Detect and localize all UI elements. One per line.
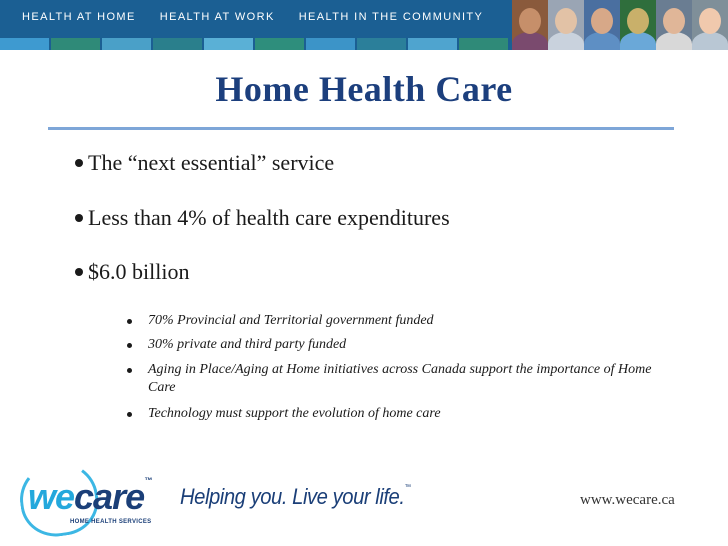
bullet-dot-icon (75, 268, 83, 276)
bullet-dot-icon (75, 214, 83, 222)
banner-stripe (102, 38, 151, 50)
tagline (180, 484, 410, 510)
logo-care: care (74, 476, 145, 517)
tagline-text: Helping you. Live your life. (180, 484, 405, 509)
banner-stripe (153, 38, 202, 50)
wecare-logo (20, 462, 160, 532)
nav-health-in-community: HEALTH IN THE COMMUNITY (298, 11, 484, 23)
logo-subtitle: HOME HEALTH SERVICES (70, 519, 152, 525)
sub-bullet-dot-icon (127, 412, 132, 417)
sub-bullet-dot-icon (127, 368, 132, 373)
banner-stripe (51, 38, 100, 50)
sub-bullet-item (148, 336, 668, 354)
banner-stripe (408, 38, 457, 50)
sub-bullet-text: Aging in Place/Aging at Home initiatives across Canada support the importance of Home Care (148, 362, 652, 395)
banner-stripe (357, 38, 406, 50)
elderly-woman-photo (548, 0, 584, 50)
caregiver-photo (656, 0, 692, 50)
title-divider (48, 127, 674, 130)
bullet-text: The “next essential” service (88, 150, 335, 175)
sub-bullet-text: 30% private and third party funded (148, 337, 347, 352)
banner-stripe (255, 38, 304, 50)
sub-bullet-dot-icon (127, 319, 132, 324)
bullet-dot-icon (75, 159, 83, 167)
elderly-man-photo (692, 0, 728, 50)
sub-bullet-text: 70% Provincial and Territorial government funded (148, 313, 434, 328)
sub-bullet-dot-icon (127, 343, 132, 348)
logo-we: we (28, 476, 75, 517)
tagline-trademark: ™ (404, 484, 411, 491)
banner-stripe (306, 38, 355, 50)
bullet-text: Less than 4% of health care expenditures (88, 205, 450, 230)
woman-photo (512, 0, 548, 50)
sub-bullet-item (148, 361, 668, 397)
banner-stripe (0, 38, 49, 50)
header-banner (0, 0, 728, 50)
family-photo (584, 0, 620, 50)
sub-bullet-item (148, 405, 668, 423)
bullet-item (88, 259, 189, 285)
banner-stripe (459, 38, 508, 50)
slide-title: Home Health Care (215, 69, 513, 109)
banner-stripe (204, 38, 253, 50)
sub-bullet-text: Technology must support the evolution of home care (148, 406, 441, 421)
nav-health-at-work: HEALTH AT WORK (159, 11, 275, 23)
website-url[interactable]: www.wecare.ca (580, 492, 675, 508)
bullet-item (88, 205, 450, 231)
logo-wordmark (28, 476, 151, 518)
bullet-item (88, 150, 334, 176)
nature-photo (620, 0, 656, 50)
sub-bullet-item (148, 312, 668, 330)
bullet-text: $6.0 billion (88, 259, 190, 284)
photo-strip (512, 0, 728, 50)
banner-stripes (0, 38, 510, 50)
logo-trademark: ™ (144, 476, 152, 485)
banner-nav (22, 9, 507, 25)
nav-health-at-home: HEALTH AT HOME (22, 11, 136, 23)
